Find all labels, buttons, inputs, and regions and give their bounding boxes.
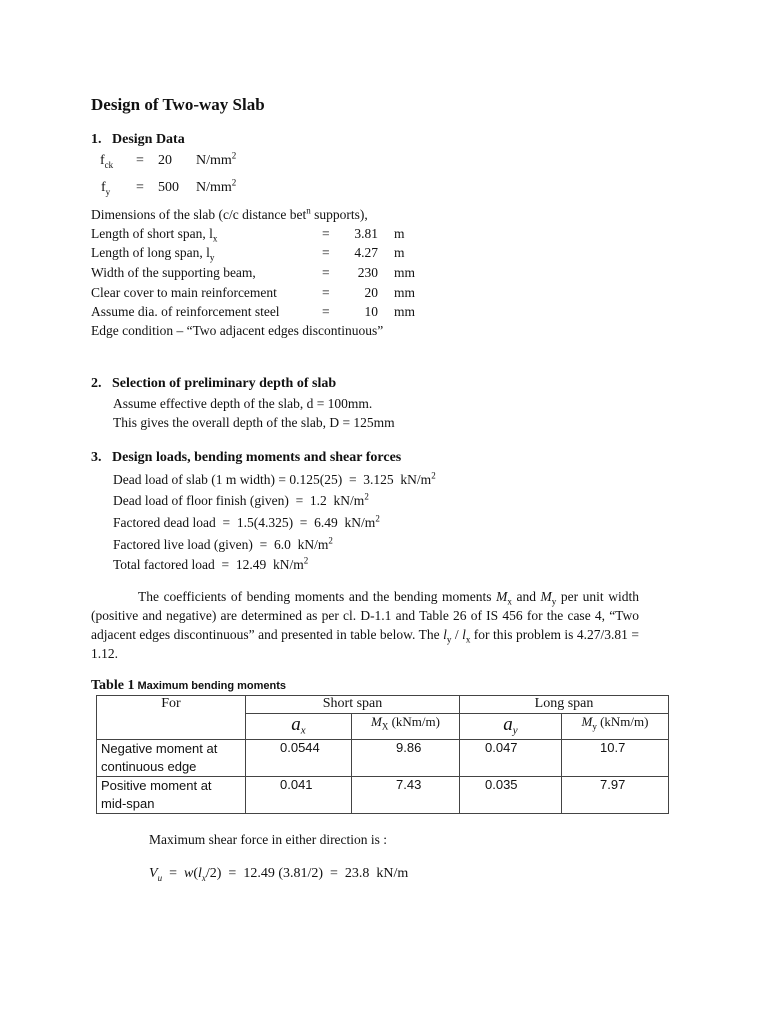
design-data-label-text: Clear cover to main reinforcement	[91, 285, 277, 300]
design-data-label-sub: y	[209, 252, 215, 263]
fck-subscript: ck	[104, 159, 114, 170]
fck-symbol: f	[100, 153, 105, 168]
fy-unit-text: N/mm	[196, 180, 232, 195]
table-header-row	[97, 696, 669, 714]
design-data-value: 4.27	[354, 245, 378, 260]
design-data-equals: =	[322, 245, 330, 260]
design-data-label	[91, 304, 280, 320]
cell-alpha-x: 0.041	[246, 777, 352, 814]
table-row	[97, 777, 669, 814]
design-data-label-sub: x	[212, 233, 218, 244]
section-title: Design Data	[112, 132, 185, 147]
load-line-sup: 2	[364, 491, 369, 502]
vu-sub: u	[157, 872, 163, 883]
para-text: for this problem is 4.27/3.81 = 1.12.	[91, 627, 639, 661]
ly-symbol: l	[443, 627, 447, 642]
ly-sub: y	[446, 634, 452, 645]
design-data-value: 10	[364, 304, 378, 319]
design-data-equals: =	[322, 304, 330, 319]
cell-alpha-x: 0.0544	[246, 740, 352, 777]
design-data-equals: =	[322, 226, 330, 241]
cell-my: 10.7	[562, 740, 669, 777]
load-line-text: Dead load of floor finish (given) = 1.2 kN/m	[113, 493, 365, 508]
effective-depth-line: Assume effective depth of the slab, d = 100mm.	[113, 396, 373, 411]
design-data-label-text: Length of short span, l	[91, 226, 213, 241]
dimensions-text-end: supports),	[310, 207, 368, 222]
row-label	[97, 740, 246, 777]
row-label	[97, 777, 246, 814]
fy-symbol: f	[101, 180, 106, 195]
header-short-span: Short span	[246, 696, 460, 714]
fck-unit	[196, 150, 237, 169]
row-label-line: mid-span	[101, 796, 155, 811]
alpha-x-sub: x	[300, 724, 306, 737]
lx-sub: x	[465, 634, 471, 645]
cell-mx: 7.43	[352, 777, 460, 814]
alpha-y-sub: y	[512, 724, 518, 737]
edge-condition: Edge condition – “Two adjacent edges discontinuous”	[91, 323, 384, 338]
row-label-line: Positive moment at	[101, 778, 212, 793]
cell-my: 7.97	[562, 777, 669, 814]
load-line	[113, 515, 380, 531]
design-data-unit: mm	[394, 285, 416, 300]
row-label-line: Negative moment at	[101, 741, 218, 756]
fck-unit-sup: 2	[231, 150, 237, 161]
header-mx	[352, 714, 460, 740]
load-line-text: Dead load of slab (1 m width) = 0.125(25) = 3.125 kN/m	[113, 472, 432, 487]
shear-force-equation	[149, 866, 408, 882]
load-line	[113, 472, 436, 488]
fy-value: 500	[158, 180, 179, 195]
shear-force-line: Maximum shear force in either direction is :	[149, 832, 388, 847]
section-1-heading	[91, 132, 185, 148]
fy-equals: =	[136, 180, 144, 195]
mx-sub: x	[507, 596, 512, 607]
fck-unit-text: N/mm	[196, 153, 232, 168]
para-text: and	[511, 589, 541, 604]
my-sub: y	[592, 721, 597, 732]
design-data-unit: m	[394, 245, 405, 260]
design-data-label-text: Width of the supporting beam,	[91, 265, 256, 280]
my-symbol: M	[540, 589, 552, 604]
mx-symbol: M	[371, 714, 382, 729]
design-data-label	[91, 265, 256, 281]
load-line-sup: 2	[328, 535, 333, 546]
cell-alpha-y: 0.035	[460, 777, 562, 814]
overall-depth-line: This gives the overall depth of the slab, D = 125mm	[113, 415, 395, 430]
design-data-equals: =	[322, 285, 330, 300]
load-line-text: Total factored load = 12.49 kN/m	[113, 557, 304, 572]
header-long-span: Long span	[460, 696, 669, 714]
mx-sub: X	[381, 721, 389, 732]
cell-mx: 9.86	[352, 740, 460, 777]
load-line	[113, 493, 369, 509]
my-symbol: M	[581, 714, 593, 729]
header-alpha-x	[246, 714, 352, 740]
load-line-sup: 2	[375, 513, 380, 524]
l-sub: x	[201, 872, 206, 883]
row-label-line: continuous edge	[101, 759, 197, 774]
mx-symbol: M	[496, 589, 508, 604]
fy-unit-sup: 2	[231, 177, 237, 188]
load-line-text: Factored live load (given) = 6.0 kN/m	[113, 537, 329, 552]
design-data-label-text: Assume dia. of reinforcement steel	[91, 304, 280, 319]
equation-text: /2) = 12.49 (3.81/2) = 23.8 kN/m	[205, 866, 409, 881]
section-number: 3.	[91, 450, 102, 465]
header-my	[562, 714, 669, 740]
load-line	[113, 537, 333, 553]
design-data-value: 20	[364, 285, 378, 300]
alpha-x-symbol: a	[291, 714, 301, 735]
section-number: 2.	[91, 376, 102, 391]
equation-text: =	[162, 866, 184, 881]
cell-alpha-y: 0.047	[460, 740, 562, 777]
alpha-y-symbol: a	[503, 714, 513, 735]
table-number: Table 1	[91, 678, 135, 693]
fy-line	[101, 180, 110, 196]
mx-unit: (kNm/m)	[388, 714, 440, 729]
section-2-heading	[91, 376, 336, 392]
section-title: Design loads, bending moments and shear forces	[112, 450, 402, 465]
dimensions-text: Dimensions of the slab (c/c distance bet	[91, 207, 307, 222]
my-unit: (kNm/m)	[596, 714, 649, 729]
fy-subscript: y	[105, 186, 111, 197]
section-title: Selection of preliminary depth of slab	[112, 376, 337, 391]
load-line-sup: 2	[431, 470, 436, 481]
design-data-value: 230	[357, 265, 378, 280]
bending-moments-table	[96, 695, 669, 814]
design-data-label	[91, 226, 217, 242]
design-data-unit: m	[394, 226, 405, 241]
para-text: /	[451, 627, 463, 642]
design-data-unit: mm	[394, 265, 416, 280]
coefficients-paragraph	[91, 587, 639, 663]
table-row	[97, 740, 669, 777]
dimensions-line	[91, 207, 368, 223]
para-text: per unit width (positive and negative) are determined as per cl. D-1.1 and Table 26 of IS 456 for the case 4, “Two adjacent edges discontinuous” and presented in table below. The	[91, 589, 640, 642]
section-number: 1.	[91, 132, 102, 147]
header-alpha-y	[460, 714, 562, 740]
load-line-text: Factored dead load = 1.5(4.325) = 6.49 kN/m	[113, 515, 376, 530]
fck-equals: =	[136, 153, 144, 168]
design-data-label	[91, 245, 214, 261]
load-line-sup: 2	[303, 555, 309, 566]
section-3-heading	[91, 450, 401, 466]
design-data-label-text: Length of long span, l	[91, 245, 210, 260]
para-text: The coefficients of bending moments and the bending moments	[138, 589, 497, 604]
table-title: Maximum bending moments	[134, 680, 287, 692]
design-data-value: 3.81	[354, 226, 378, 241]
table-caption	[91, 676, 286, 694]
l-symbol: l	[197, 866, 202, 881]
fck-value: 20	[158, 153, 172, 168]
my-sub: y	[551, 596, 557, 607]
fy-unit	[196, 177, 237, 196]
vu-symbol: V	[149, 866, 158, 881]
load-line	[113, 557, 308, 573]
w-symbol: w	[183, 866, 194, 881]
page-title: Design of Two-way Slab	[91, 95, 265, 114]
header-for: For	[97, 696, 246, 740]
fck-line	[100, 153, 113, 169]
lx-symbol: l	[462, 627, 466, 642]
design-data-label	[91, 285, 277, 301]
design-data-equals: =	[322, 265, 330, 280]
design-data-unit: mm	[394, 304, 416, 319]
dimensions-sup: n	[306, 205, 311, 216]
equation-text: (	[193, 866, 198, 881]
